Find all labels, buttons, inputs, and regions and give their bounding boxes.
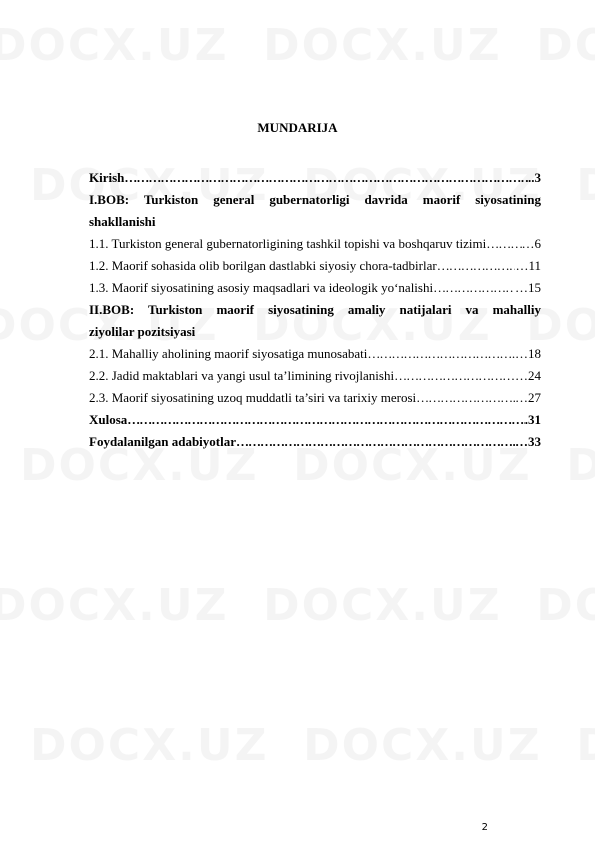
dot-leader <box>127 409 524 431</box>
toc-entry-intro[interactable] <box>89 167 541 189</box>
dot-leader <box>124 167 528 189</box>
page-number: 2 <box>481 822 488 833</box>
chapter-title-line2: ziyolilar pozitsiyasi <box>89 324 196 339</box>
dot-leader <box>236 431 515 453</box>
toc-page-number: …27 <box>515 390 541 405</box>
toc-entry-label: 1.2. Maorif sohasida olib borilgan dastlabki siyosiy chora-tadbirlar <box>89 258 437 273</box>
dot-leader <box>367 343 515 365</box>
toc-entry-label: 2.2. Jadid maktablari va yangi usul ta’limining rivojlanishi <box>89 368 395 383</box>
toc-title: MUNDARIJA <box>257 120 338 135</box>
toc-entry-label: Kirish <box>89 170 125 185</box>
toc-page-number: …33 <box>515 434 541 449</box>
dot-leader <box>394 365 515 387</box>
toc-entry-2-3[interactable] <box>89 387 541 409</box>
toc-chapter-1[interactable] <box>89 189 541 233</box>
toc-entry-2-2[interactable] <box>89 365 541 387</box>
toc-page-number: …18 <box>515 346 541 361</box>
toc-entry-label: 1.1. Turkiston general gubernatorligining tashkil topishi va boshqaruv tizimi <box>89 236 487 251</box>
dot-leader <box>437 255 516 277</box>
toc-entry-2-1[interactable] <box>89 343 541 365</box>
chapter-title-line1: II.BOB: Turkiston maorif siyosatining amaliy natijalari va mahalliy <box>89 302 541 317</box>
toc-page-number: …6 <box>521 236 541 251</box>
dot-leader <box>433 277 515 299</box>
toc-entry-references[interactable] <box>89 431 541 453</box>
toc-entry-label: Xulosa <box>89 412 128 427</box>
toc-page-number: …24 <box>515 368 541 383</box>
dot-leader <box>486 233 521 255</box>
toc-entry-label: 2.3. Maorif siyosatining uzoq muddatli ta’siri va tarixiy merosi <box>89 390 417 405</box>
toc-entry-1-3[interactable] <box>89 277 541 299</box>
toc-entry-1-1[interactable] <box>89 233 541 255</box>
toc-entry-label: Foydalanilgan adabiyotlar <box>89 434 236 449</box>
toc-page-number: ..3 <box>528 170 541 185</box>
toc-entry-conclusion[interactable] <box>89 409 541 431</box>
dot-leader <box>416 387 515 409</box>
toc-entry-1-2[interactable] <box>89 255 541 277</box>
table-of-contents <box>89 167 541 453</box>
toc-page-number: …15 <box>515 280 541 295</box>
toc-entry-label: 1.3. Maorif siyosatining asosiy maqsadlari va ideologik yo‘nalishi <box>89 280 434 295</box>
chapter-title-line2: shakllanishi <box>89 214 156 229</box>
toc-entry-label: 2.1. Mahalliy aholining maorif siyosatiga munosabati <box>89 346 368 361</box>
toc-page-number: …11 <box>515 258 541 273</box>
toc-page-number: .31 <box>524 412 541 427</box>
chapter-title-line1: I.BOB: Turkiston general gubernatorligi davrida maorif siyosatining <box>89 192 541 207</box>
toc-chapter-2[interactable] <box>89 299 541 343</box>
